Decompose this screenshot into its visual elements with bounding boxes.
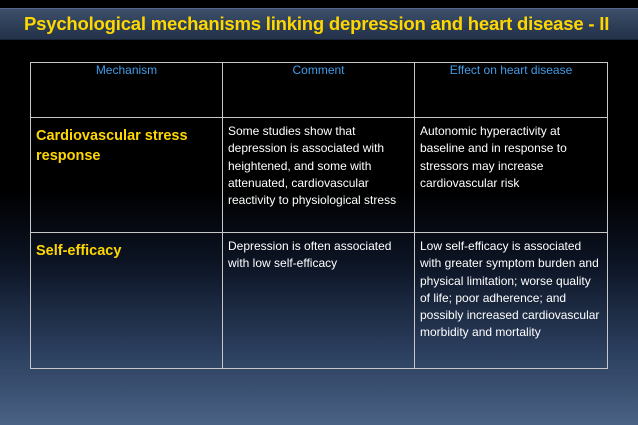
row-effect: Low self-efficacy is associated with greater symptom burden and physical limitation; worse quality of life; poor adherence; and possibly increased cardiovascular morbidity and mortality (415, 233, 608, 369)
table-row-self-efficacy (31, 233, 608, 369)
header-mechanism: Mechanism (31, 63, 223, 118)
table-row-cardiovascular-stress (31, 118, 608, 233)
header-comment: Comment (223, 63, 415, 118)
slide-title: Psychological mechanisms linking depression and heart disease - II (24, 13, 610, 34)
row-mechanism: Self-efficacy (31, 233, 223, 369)
table-header-row (31, 63, 608, 118)
row-mechanism: Cardiovascular stress response (31, 118, 223, 233)
row-comment: Some studies show that depression is associated with heightened, and some with attenuated, cardiovascular reactivity to physiological stress (223, 118, 415, 233)
title-bar (0, 8, 638, 40)
row-comment: Depression is often associated with low self-efficacy (223, 233, 415, 369)
mechanisms-table (30, 62, 608, 369)
row-effect: Autonomic hyperactivity at baseline and in response to stressors may increase cardiovascular risk (415, 118, 608, 233)
header-effect: Effect on heart disease (415, 63, 608, 118)
